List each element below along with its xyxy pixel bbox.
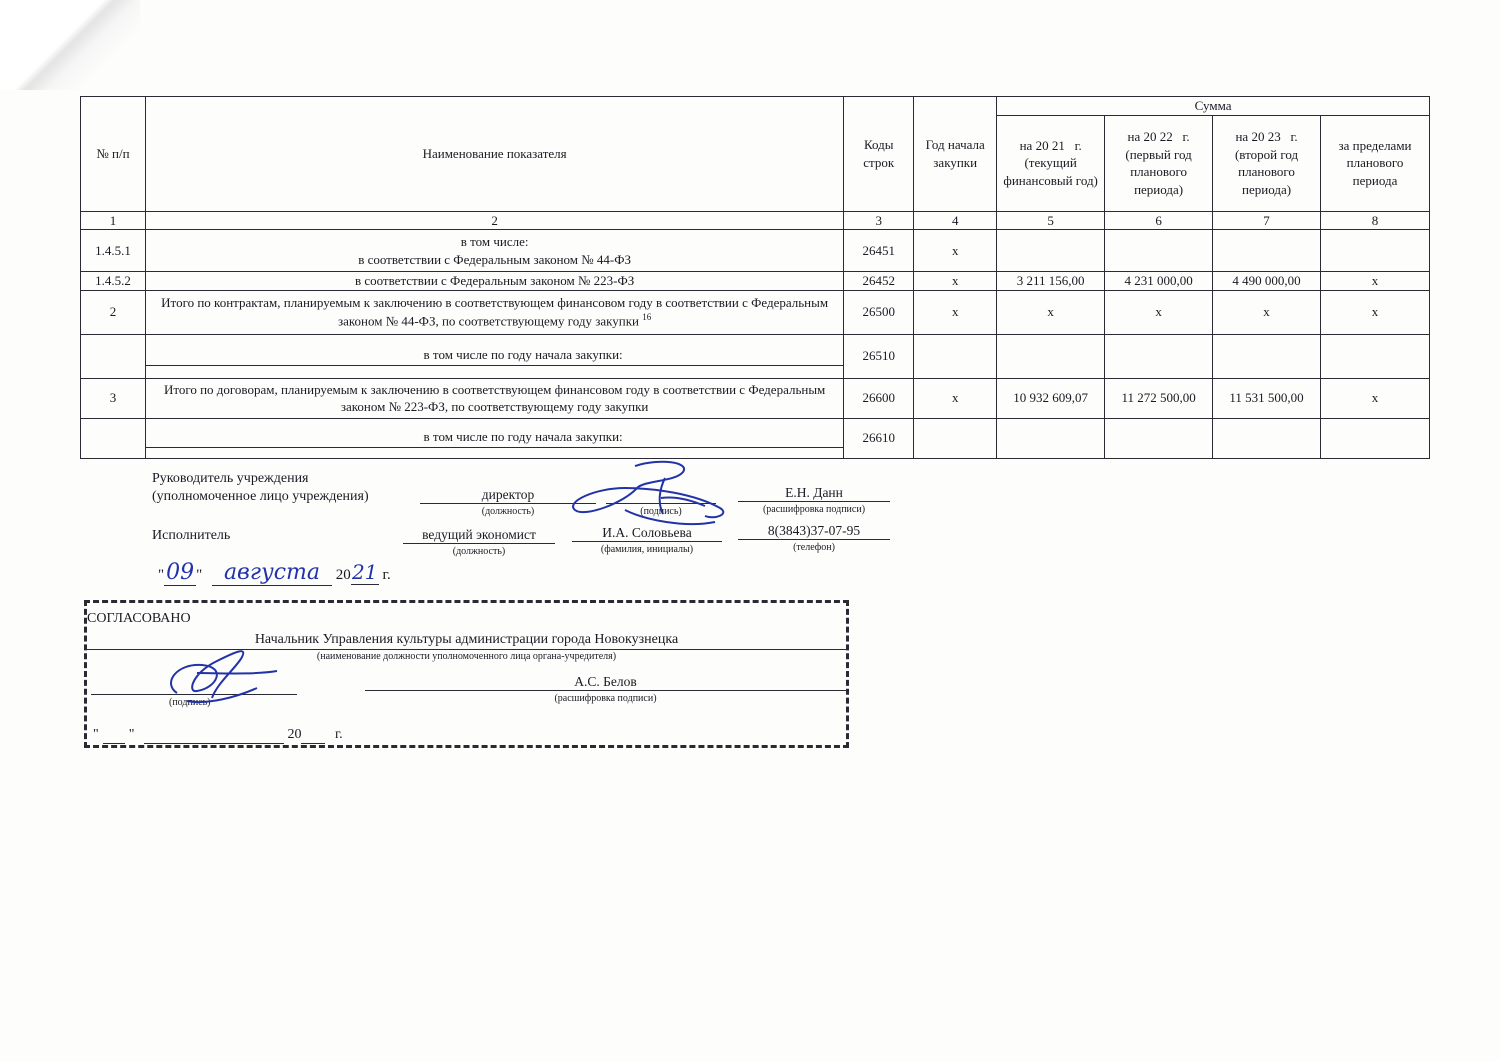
exec-phone: 8(3843)37-07-95 [738,522,890,540]
table-row: в том числе по году начала закупки: 26610 [81,418,1430,458]
approval-box [84,600,849,748]
head-position-caption: (должность) [481,506,535,517]
header-sum-beyond: за пределами планового периода [1321,115,1430,211]
exec-position-caption: (должность) [452,546,506,557]
approval-name-caption: (расшифровка подписи) [554,693,657,704]
table-row: 1.4.5.2 в соответствии с Федеральным законом № 223-ФЗ 26452 x 3 211 156,00 4 231 000,00 4 490 000,00 x [81,272,1430,291]
header-sum-year-1: на 20 21 г. (текущий финансовый год) [997,115,1105,211]
date-month: августа [212,560,332,586]
date-day: 09 [166,560,195,585]
exec-name-caption: (фамилия, инициалы) [600,544,694,555]
approval-handwritten-signature [157,643,287,713]
head-label-1: Руководитель учреждения [152,471,309,486]
header-num: № п/п [81,97,146,212]
exec-label: Исполнитель [152,528,231,543]
signature-date: "09 " августа 2021 г. [158,560,391,585]
header-name: Наименование показателя [145,97,843,212]
approval-name: А.С. Белов [365,673,846,691]
header-year: Год начала закупки [914,97,997,212]
approval-date: " " 20 г. [93,727,343,742]
head-name: Е.Н. Данн [738,484,890,502]
header-sum-year-2: на 20 22 г. (первый год планового периода) [1105,115,1213,211]
approval-position-caption: (наименование должности уполномоченного лица органа-учредителя) [316,651,617,662]
head-label-2: (уполномоченное лицо учреждения) [152,489,369,504]
purchase-plan-table [80,96,1430,459]
exec-phone-caption: (телефон) [793,542,835,553]
header-sum-group: Сумма [997,97,1430,116]
table-row: 2 Итого по контрактам, планируемым к заключению в соответствующем финансовом году в соответствии с Федеральным законом № 44-ФЗ, по соответствующему году закупки $^{16}$ 26500 x x x x x [81,290,1430,334]
column-numbers-row: 1 2 3 4 5 6 7 8 [81,211,1430,230]
exec-name: И.А. Соловьева [572,524,722,542]
approval-title: СОГЛАСОВАНО [87,611,191,626]
header-row-1 [81,97,1430,116]
folded-page-corner [0,0,140,90]
exec-position: ведущий экономист [403,526,555,544]
head-position: директор [420,486,596,504]
table-row: 3 Итого по договорам, планируемым к заключению в соответствующем финансовом году в соответствии с Федеральным законом № 223-ФЗ, по соответствующему году закупки 26600 x 10 932 609,07 11 272 500,00 11 531 500,00 x [81,378,1430,418]
approval-signature-caption: (подпись) [169,697,211,708]
header-sum-year-3: на 20 23 г. (второй год планового периода) [1213,115,1321,211]
date-year: 21 [352,560,378,584]
table-row: в том числе по году начала закупки: 26510 [81,334,1430,378]
table-row: 1.4.5.1 в том числе: в соответствии с Федеральным законом № 44-ФЗ 26451 x [81,230,1430,272]
header-code: Коды строк [844,97,914,212]
approval-position: Начальник Управления культуры администрации города Новокузнецка [87,631,846,650]
head-handwritten-signature [565,458,740,533]
head-signature-caption: (подпись) [640,506,682,517]
head-name-caption: (расшифровка подписи) [762,504,866,515]
